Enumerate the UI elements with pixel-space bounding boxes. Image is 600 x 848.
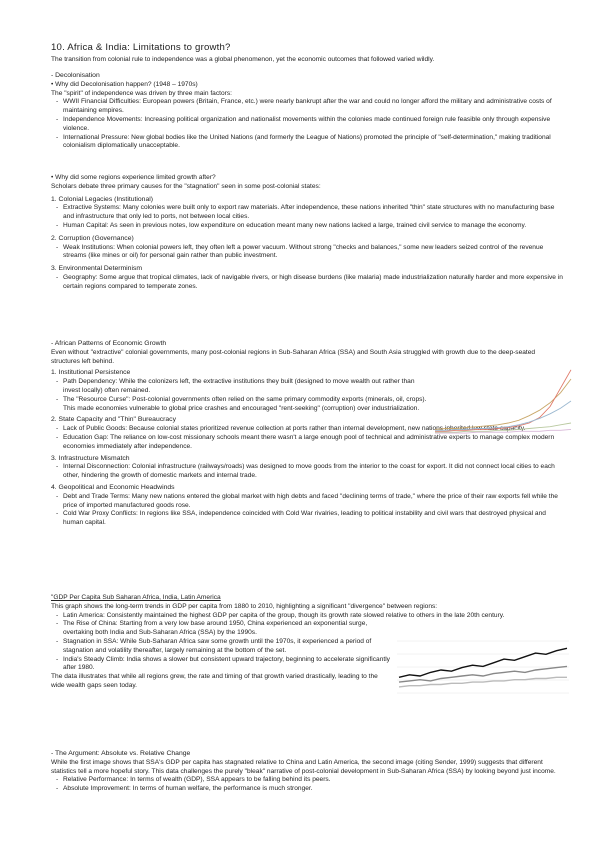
series-line [435, 370, 571, 432]
cause-list [51, 244, 563, 262]
list-item: - Absolute Improvement: In terms of human welfare, the performance is much stronger. [63, 785, 563, 794]
pattern-list [51, 378, 433, 413]
list-item: - Stagnation in SSA: While Sub-Saharan Africa saw some growth until the 1970s, it experienced a period of stagnation and volatility thereafter, largely remaining at the bottom of the set. [63, 638, 393, 656]
list-item: - WWII Financial Difficulties: European powers (Britain, France, etc.) were nearly bankrupt after the war and could no longer afford the military and administrative costs of maintaining empires. [63, 98, 563, 116]
list-item: - Relative Performance: In terms of wealth (GDP), SSA appears to be falling behind its peers. [63, 776, 563, 785]
numbered-heading: 3. Infrastructure Mismatch [51, 454, 130, 462]
gdp-comparison-chart [393, 633, 573, 704]
list-item: - Geography: Some argue that tropical climates, lack of navigable rivers, or high disease burdens (like malaria) made industrialization naturally harder and more expensive in certain regions compared to temperate zones. [63, 274, 563, 292]
list-item: - Weak Institutions: When colonial powers left, they often left a power vacuum. Without strong "checks and balances," some new leaders seized control of the revenue streams (like mines or oil) for personal gain rather than public investment. [63, 244, 563, 262]
factor-list [51, 98, 563, 151]
numbered-heading: 2. State Capacity and "Thin" Bureaucracy [51, 416, 176, 424]
pattern-list [51, 493, 563, 528]
gdp-growth-chart [431, 362, 575, 438]
cause-list [51, 274, 563, 292]
section-heading: "GDP Per Capita Sub Saharan Africa, India, Latin America [51, 594, 221, 601]
numbered-heading: 3. Environmental Determinism [51, 265, 143, 273]
list-item: - Human Capital: As seen in previous notes, low expenditure on education meant many new nations lacked a large, trained civil service to manage the economy. [63, 222, 563, 231]
paragraph: The "spirit" of independence was driven by three main factors: [51, 89, 232, 97]
intro-block [51, 56, 563, 65]
list-item: - Internal Disconnection: Colonial infrastructure (railways/roads) was designed to move goods from the interior to the coast for export. It did not connect local cities to each other, hindering the growth of domestic markets and internal trade. [63, 463, 563, 481]
section-heading: - African Patterns of Economic Growth [51, 340, 167, 347]
paragraph: Even without "extractive" colonial governments, many post-colonial regions in Sub-Saharan Africa (SSA) and South Asia struggled with growth due to the deep-seated structures left behind. [51, 348, 536, 365]
list-item: - Education Gap: The reliance on low-cost missionary schools meant there wasn't a large enough pool of technical and administrative experts to manage complex modern economies immediately after independence. [63, 434, 563, 452]
list-item: - Latin America: Consistently maintained the highest GDP per capita of the group, though its growth rate slowed relative to others in the late 20th century. [63, 612, 563, 621]
numbered-heading: 4. Geopolitical and Economic Headwinds [51, 483, 175, 491]
paragraph: Scholars debate three primary causes for the "stagnation" seen in some post-colonial states: [51, 182, 321, 190]
list-item: - The Rise of China: Starting from a very low base around 1950, China experienced an exponential surge, overtaking both India and Sub-Saharan Africa (SSA) by the 1990s. [63, 620, 393, 638]
series-line [435, 379, 571, 429]
paragraph: The data illustrates that while all regions grew, the rate and timing of that growth varied drastically, leading to the wide wealth gaps seen today. [51, 673, 378, 689]
numbered-heading: 1. Institutional Persistence [51, 369, 131, 377]
list-item: - Path Dependency: While the colonizers left, the extractive institutions they built (designed to move wealth out rather than invest locally) often remained. [63, 378, 433, 396]
series-line [399, 677, 567, 687]
section-heading: - The Argument: Absolute vs. Relative Change [51, 750, 191, 757]
argument-list [51, 776, 563, 794]
paragraph: While the first image shows that SSA's GDP per capita has stagnated relative to China and Latin America, the second image (citing Sender, 1999) suggests that different statistics tell a more hopeful story. This data challenges the purely "bleak" narrative of post-colonial development in Sub-Saharan Africa (SSA) by looking beyond just income. [51, 758, 556, 775]
list-item: - Independence Movements: Increasing political organization and nationalist movements within the colonies made continued foreign rule feasible only through expensive violence. [63, 116, 563, 134]
numbered-heading: 1. Colonial Legacies (Institutional) [51, 195, 154, 203]
series-line [399, 648, 567, 677]
list-item: - Debt and Trade Terms: Many new nations entered the global market with high debts and faced "declining terms of trade," where the price of their raw exports fell while the price of imported manufactured goods rose. [63, 493, 563, 511]
numbered-heading: 2. Corruption (Governance) [51, 234, 134, 242]
intro-text: The transition from colonial rule to independence was a global phenomenon, yet the economic outcomes that followed varied wildly. [51, 56, 435, 63]
list-item: - The "Resource Curse": Post-colonial governments often relied on the same primary commodity exports (minerals, oil, crops). This made economies vulnerable to global price crashes and encouraged "rent-seeking" (corruption) over industrialization. [63, 396, 433, 414]
argument-section [51, 750, 563, 794]
page-title: 10. Africa & India: Limitations to growth? [51, 42, 231, 53]
list-item: - Lack of Public Goods: Because colonial states prioritized revenue collection at ports rather than internal development, new nations inherited low state capacity. [63, 425, 563, 434]
section-heading: - Decolonisation [51, 72, 100, 79]
decolonisation-section [51, 72, 563, 151]
list-item: - International Pressure: New global bodies like the United Nations (and formerly the League of Nations) promoted the principle of "self-determination," making traditional colonialism diplomatically unacceptable. [63, 134, 563, 152]
list-item: - India's Steady Climb: India shows a slower but consistent upward trajectory, beginning to accelerate significantly after 1980. [63, 656, 393, 674]
cause-list [51, 204, 563, 230]
list-item: - Cold War Proxy Conflicts: In regions like SSA, independence coincided with Cold War rivalries, leading to political instability and civil wars that destroyed physical and human capital. [63, 510, 563, 528]
paragraph: This graph shows the long-term trends in GDP per capita from 1880 to 2010, highlighting a significant "divergence" between regions: [51, 602, 438, 610]
list-item: - Extractive Systems: Many colonies were built only to export raw materials. After independence, these nations inherited "thin" state structures with no manufacturing base and infrastructure that only led to ports, not between local cities. [63, 204, 563, 222]
pattern-list [51, 463, 563, 481]
subsection-heading: • Why did Decolonisation happen? (1948 – 1970s) [51, 80, 198, 88]
subsection-heading: • Why did some regions experience limited growth after? [51, 174, 216, 181]
stagnation-section [51, 174, 563, 292]
